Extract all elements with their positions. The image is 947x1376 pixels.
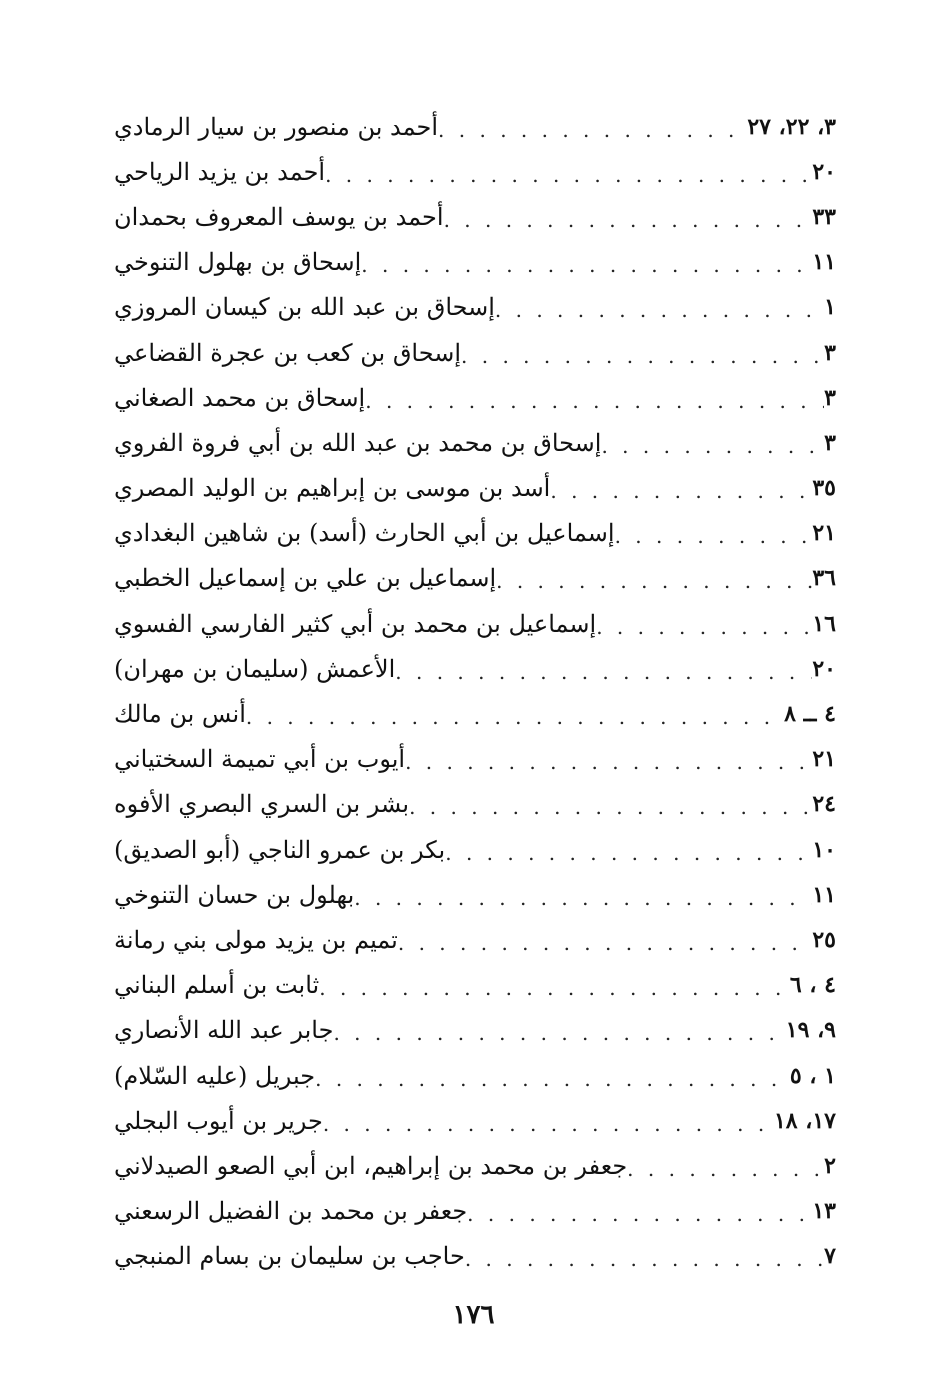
index-entry [100, 1098, 850, 1143]
index-entry [100, 149, 850, 194]
entry-name: جعفر بن محمد بن الفضيل الرسعني [114, 1197, 468, 1226]
entry-pages: ٤ ، ٦ [789, 972, 836, 999]
entry-pages: ٢٠ [812, 158, 836, 185]
entry-pages: ٣، ٢٢، ٢٧ [747, 113, 836, 140]
index-entry [100, 330, 850, 375]
dot-leader [615, 524, 813, 548]
dot-leader [354, 886, 812, 910]
index-entry [100, 872, 850, 917]
entry-pages: ٢٤ [812, 791, 836, 818]
entry-name: جعفر بن محمد بن إبراهيم، ابن أبي الصعو الصيدلاني [114, 1151, 628, 1180]
index-list [100, 104, 850, 1279]
entry-name: إسماعيل بن أبي الحارث (أسد) بن شاهين البغدادي [114, 519, 615, 548]
index-entry [100, 1143, 850, 1188]
entry-name: إسحاق بن كعب بن عجرة القضاعي [114, 338, 462, 367]
dot-leader [395, 660, 812, 684]
index-entry [100, 375, 850, 420]
entry-pages: ١٦ [812, 610, 836, 637]
entry-name: جابر عبد الله الأنصاري [114, 1016, 334, 1045]
entry-pages: ٣ [824, 339, 836, 366]
index-entry [100, 1053, 850, 1098]
dot-leader [325, 163, 812, 187]
entry-pages: ٣٥ [812, 475, 836, 502]
entry-name: جبريل (عليه السّلام) [114, 1061, 316, 1090]
entry-pages: ٢٠ [812, 655, 836, 682]
index-entry [100, 1008, 850, 1053]
dot-leader [465, 1247, 824, 1271]
entry-pages: ٢١ [812, 520, 836, 547]
dot-leader [246, 705, 784, 729]
entry-pages: ١٣ [812, 1198, 836, 1225]
dot-leader [405, 750, 812, 774]
entry-name: جرير بن أيوب البجلي [114, 1106, 323, 1135]
entry-name: إسحاق بن عبد الله بن كيسان المروزي [114, 293, 495, 322]
entry-pages: ٢١ [812, 746, 836, 773]
index-entry [100, 556, 850, 601]
entry-pages: ٣ [824, 429, 836, 456]
dot-leader [333, 1021, 785, 1045]
entry-name: إسحاق بن بهلول التنوخي [114, 248, 362, 277]
dot-leader [596, 615, 812, 639]
entry-pages: ١٠ [812, 836, 836, 863]
entry-pages: ٣٦ [812, 565, 836, 592]
index-entry [100, 601, 850, 646]
entry-name: بكر بن عمرو الناجي (أبو الصديق) [114, 835, 446, 864]
index-entry [100, 646, 850, 691]
entry-pages: ١ ، ٥ [789, 1062, 836, 1089]
entry-name: بشر بن السري البصري الأفوه [114, 790, 410, 819]
index-entry [100, 1234, 850, 1279]
index-entry [100, 691, 850, 736]
index-entry [100, 963, 850, 1008]
entry-name: تميم بن يزيد مولى بني رمانة [114, 925, 398, 954]
dot-leader [461, 344, 824, 368]
entry-pages: ١١ [812, 249, 836, 276]
entry-name: إسحاق بن محمد الصغاني [114, 383, 366, 412]
dot-leader [323, 1112, 774, 1136]
dot-leader [496, 569, 812, 593]
dot-leader [409, 795, 812, 819]
entry-pages: ٤ ــ ٨ [784, 701, 836, 728]
index-entry [100, 466, 850, 511]
index-entry [100, 917, 850, 962]
index-entry [100, 511, 850, 556]
dot-leader [601, 434, 824, 458]
dot-leader [444, 208, 813, 232]
entry-name: أنس بن مالك [114, 700, 246, 729]
entry-pages: ٢٥ [812, 926, 836, 953]
entry-pages: ٣ [824, 384, 836, 411]
dot-leader [445, 841, 812, 865]
entry-name: إسماعيل بن محمد بن أبي كثير الفارسي الفسوي [114, 609, 597, 638]
index-entry [100, 104, 850, 149]
entry-name: أحمد بن يزيد الرياحي [114, 157, 326, 186]
entry-pages: ٩، ١٩ [785, 1017, 836, 1044]
index-entry [100, 782, 850, 827]
index-entry [100, 285, 850, 330]
index-entry [100, 827, 850, 872]
dot-leader [627, 1157, 824, 1181]
entry-pages: ١ [824, 294, 836, 321]
dot-leader [398, 931, 812, 955]
entry-pages: ٢ [824, 1152, 836, 1179]
dot-leader [315, 1067, 790, 1091]
entry-name: الأعمش (سليمان بن مهران) [114, 654, 396, 683]
entry-name: أسد بن موسى بن إبراهيم بن الوليد المصري [114, 474, 551, 503]
entry-pages: ٣٣ [812, 203, 836, 230]
entry-pages: ١٧، ١٨ [773, 1107, 836, 1134]
entry-name: حاجب بن سليمان بن بسام المنبجي [114, 1242, 465, 1271]
entry-name: أحمد بن منصور بن سيار الرمادي [114, 112, 439, 141]
entry-pages: ١١ [812, 881, 836, 908]
dot-leader [467, 1202, 812, 1226]
entry-name: ثابت بن أسلم البناني [114, 971, 320, 1000]
dot-leader [438, 118, 747, 142]
entry-name: أيوب بن أبي تميمة السختياني [114, 745, 406, 774]
dot-leader [361, 253, 812, 277]
index-entry [100, 420, 850, 465]
dot-leader [550, 479, 812, 503]
index-entry [100, 1189, 850, 1234]
dot-leader [365, 389, 824, 413]
entry-pages: ٧ [824, 1243, 836, 1270]
entry-name: بهلول بن حسان التنوخي [114, 880, 355, 909]
entry-name: إسماعيل بن علي بن إسماعيل الخطبي [114, 564, 497, 593]
page-number: ١٧٦ [452, 1300, 495, 1330]
index-entry [100, 194, 850, 239]
entry-name: أحمد بن يوسف المعروف بحمدان [114, 202, 444, 231]
entry-name: إسحاق بن محمد بن عبد الله بن أبي فروة الفروي [114, 428, 602, 457]
dot-leader [319, 976, 790, 1000]
index-entry [100, 737, 850, 782]
index-entry [100, 240, 850, 285]
dot-leader [495, 298, 824, 322]
